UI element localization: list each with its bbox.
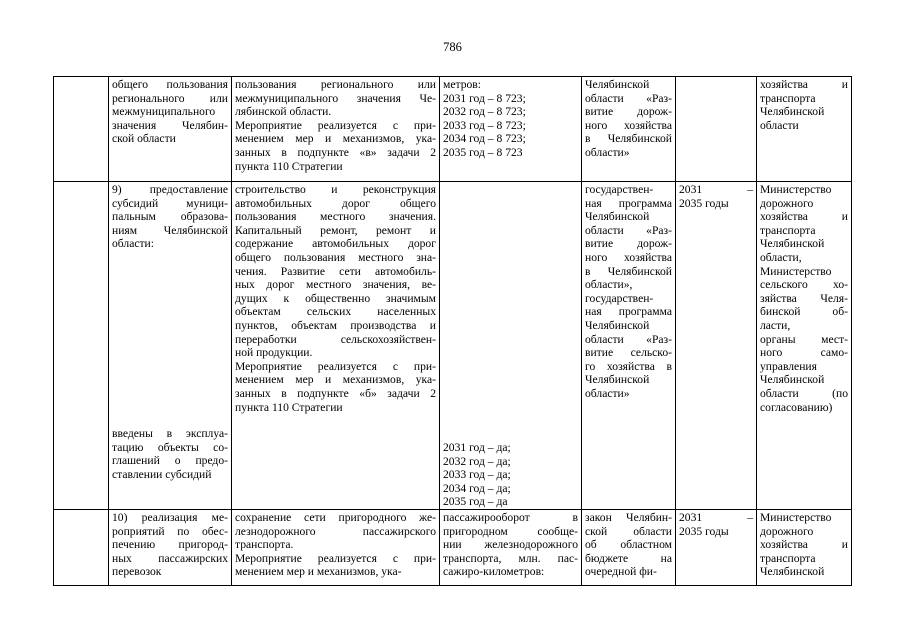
cell-content [232,182,440,510]
text-line: ской области [112,132,176,146]
text-line: Челябинской [760,373,825,387]
text-line: Челябинской [585,318,650,332]
text-line: Челябинской [585,210,650,224]
text-line: очередной фи- [585,565,657,579]
text-line: ных пассажирских [112,551,228,565]
text-line: нии железнодорожного [443,538,578,552]
text-line: 2033 год – 8 723; [443,118,526,132]
text-line: Мероприятие реализуется с при- [235,551,436,565]
text-line: области» [585,386,630,400]
text-line: Капитальный ремонт, ремонт и [235,223,436,237]
text-line: транспорта [760,91,816,105]
text-line: 2035 год – да [443,495,508,509]
cell-measure [109,510,232,586]
text-line: пункта 110 Стратегии [235,400,343,414]
text-line: ных дорог местного значения, ве- [235,278,436,292]
text-line: сельского хо- [760,278,848,292]
text-line: пользования местного значения. [235,210,436,224]
text-line: объектам сельских населенных [235,305,436,319]
text-line: бинской об- [760,305,848,319]
cell-indicator [440,182,582,510]
text-line: субсидий муници- [112,196,228,210]
cell-measure [109,77,232,182]
text-line: 2033 год – да; [443,468,511,482]
text-line: перевозок [112,565,162,579]
text-line: содержание автомобильных дорог [235,237,436,251]
table-row [54,77,852,182]
text-line: Челябинской [760,237,825,251]
cell-content [232,510,440,586]
text-line: бюджете на [585,551,672,565]
text-line: ная программа [585,305,672,319]
cell-responsible [757,182,852,510]
text-line: Челябинской [760,105,825,119]
table-row [54,182,852,510]
table-row [54,510,852,586]
text-line: ниям Челябинской [112,223,228,237]
text-line: Мероприятие реализуется с при- [235,118,436,132]
text-line: пальным образова- [112,210,228,224]
text-line: занных в подпункте «в» задачи 2 [235,145,436,159]
text-line: управления [760,359,817,373]
text-line: транспорта [760,223,816,237]
page-number: 786 [443,40,462,54]
cell-content [232,77,440,182]
text-line: ставлении субсидий [112,467,212,481]
text-line: строительство и реконструкция [235,183,436,196]
text-line: 2032 год – да; [443,454,511,468]
text-line: области», [585,278,633,292]
text-line: Министерство [760,264,832,278]
text-line: 2034 год – да; [443,481,511,495]
text-line: Министерство [760,511,832,524]
text-line: витие дорож- [585,105,672,119]
text-line: Челябинской [585,78,650,91]
text-line: области: [112,237,154,251]
cell-measure [109,182,232,510]
text-line: менением мер и механизмов, ука- [235,565,402,579]
text-line: государствен- [585,291,654,305]
cell-period [676,182,757,510]
text-line: 2031 – [679,511,753,524]
text-line: ная программа [585,196,672,210]
text-line: транспорта. [235,538,294,552]
cell-period [676,510,757,586]
text-line: транспорта, млн. пас- [443,551,578,565]
text-line: глашений о предо- [112,454,228,468]
text-line: области, [760,250,802,264]
text-line: 10) реализация ме- [112,511,228,524]
text-line: автомобильных дорог общего [235,196,436,210]
text-line: хозяйства и [760,210,848,224]
text-line: межмуниципального [112,105,216,119]
text-line: переработки сельскохозяйствен- [235,332,436,346]
text-line: менением мер и механизмов, ука- [235,373,436,387]
text-line: пунктов, объектам производства и [235,318,436,332]
text-line: межмуниципального значения Че- [235,91,436,105]
text-line: витие дорож- [585,237,672,251]
cell-responsible [757,77,852,182]
text-line: печению пригород- [112,538,228,552]
text-line: общего пользования местного зна- [235,250,436,264]
text-line: 2031 – [679,183,753,196]
text-line: ласти, [760,318,791,332]
text-line: 2031 год – да; [443,441,511,454]
text-line: государствен- [585,183,654,196]
text-line: 2035 годы [679,524,729,538]
text-line: менением мер и механизмов, ука- [235,132,436,146]
text-line: общего пользования [112,78,228,91]
text-line: хозяйства и [760,538,848,552]
text-line: введены в эксплуа- [112,426,228,440]
cell-indicator [440,77,582,182]
text-line: тацию объекты со- [112,440,228,454]
measures-table [53,76,852,586]
text-line: 2035 год – 8 723 [443,145,523,159]
cell-index [54,77,109,182]
cell-index [54,510,109,586]
text-line: ного само- [760,346,848,360]
text-line: согласованию) [760,400,833,414]
cell-document [582,182,676,510]
text-line: 2034 год – 8 723; [443,132,526,146]
text-line: ного хозяйства [585,118,672,132]
text-line: 2035 годы [679,196,729,210]
text-line: пункта 110 Стратегии [235,159,343,173]
cell-responsible [757,510,852,586]
text-line: области (по [760,386,848,400]
text-line: области [760,118,799,132]
text-line: го хозяйства в [585,359,672,373]
text-line: зяйства Челя- [760,291,848,305]
text-line: области «Раз- [585,223,672,237]
cell-indicator [440,510,582,586]
text-line: пригородном сообще- [443,524,578,538]
text-line: дущих к общественно значимым [235,291,436,305]
text-line: в Челябинской [585,132,672,146]
text-line: чения. Развитие сети автомобиль- [235,264,436,278]
text-line: ного хозяйства [585,250,672,264]
text-line: в Челябинской [585,264,672,278]
text-line: органы мест- [760,332,848,346]
text-line: лезнодорожного пассажирского [235,524,436,538]
text-line: об областном [585,538,672,552]
text-line: роприятий по обес- [112,524,228,538]
text-line: занных в подпункте «б» задачи 2 [235,386,436,400]
cell-index [54,182,109,510]
text-line: области» [585,145,630,159]
text-line: лябинской области. [235,105,332,119]
text-line: сажиро-километров: [443,565,545,579]
text-line: Министерство [760,183,832,196]
text-line: закон Челябин- [585,511,672,524]
text-line: Мероприятие реализуется с при- [235,359,436,373]
text-line: регионального или [112,91,228,105]
text-line: ской области [585,524,672,538]
text-line: пользования регионального или [235,78,436,91]
text-line: транспорта [760,551,816,565]
text-line: Челябинской [585,373,650,387]
text-line: метров: [443,78,481,91]
text-line: хозяйства и [760,78,848,91]
text-line: пассажирооборот в [443,511,578,524]
text-line: сохранение сети пригородного же- [235,511,436,524]
text-line: дорожного [760,196,814,210]
text-line: области «Раз- [585,91,672,105]
text-line: Челябинской [760,565,825,579]
text-line: области «Раз- [585,332,672,346]
cell-period [676,77,757,182]
text-line: 2032 год – 8 723; [443,105,526,119]
text-line: витие сельско- [585,346,672,360]
text-line: значения Челябин- [112,118,228,132]
text-line: 9) предоставление [112,183,228,196]
text-line: 2031 год – 8 723; [443,91,526,105]
cell-document [582,510,676,586]
text-line: ной продукции. [235,346,313,360]
text-line: дорожного [760,524,814,538]
cell-document [582,77,676,182]
